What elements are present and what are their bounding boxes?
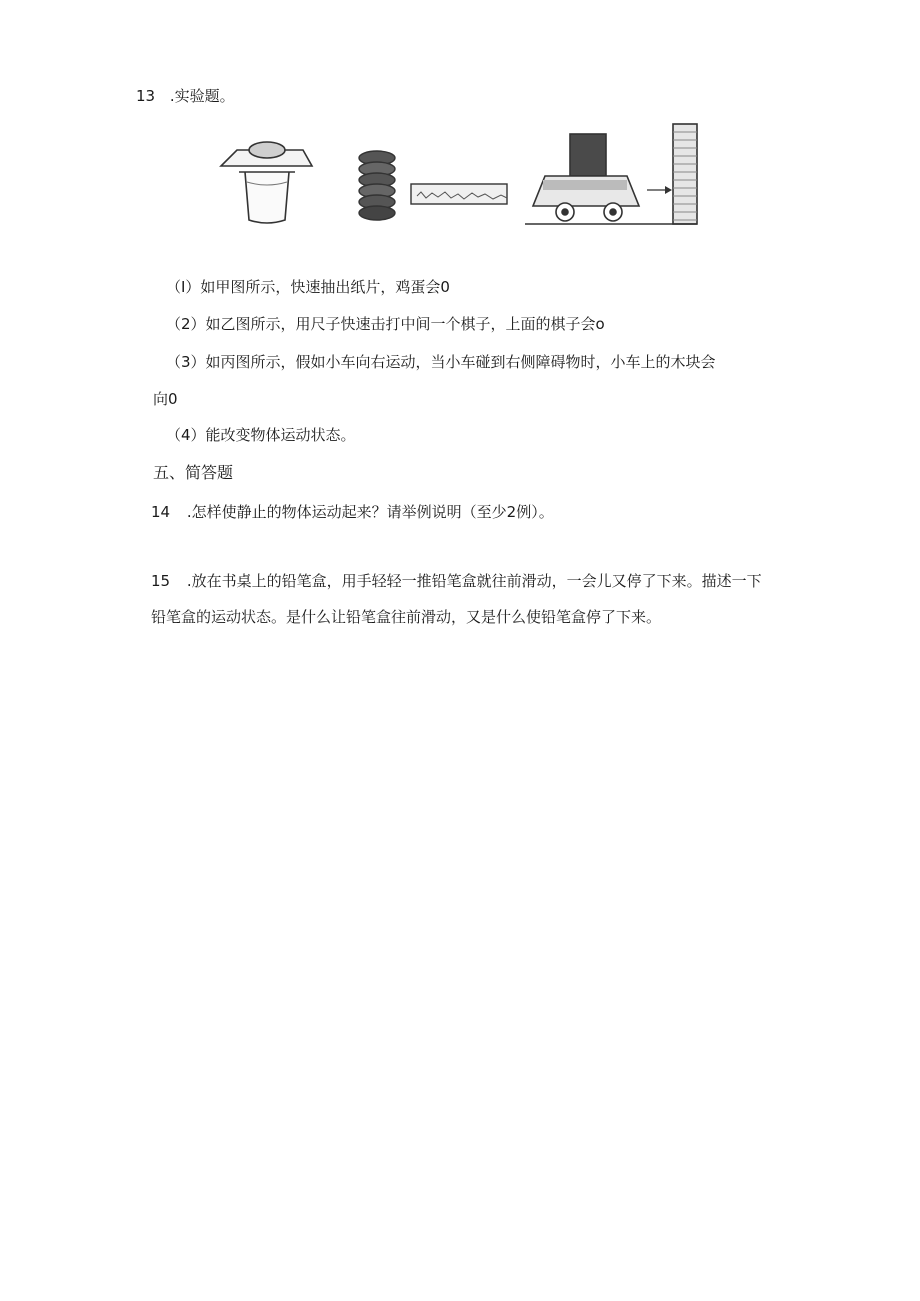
q15-line2: 铅笔盒的运动状态。是什么让铅笔盒往前滑动，又是什么使铅笔盒停了下来。 xyxy=(151,608,662,626)
q13-number: 13 xyxy=(136,87,156,105)
section-heading: 五、简答题 xyxy=(153,463,234,482)
q13-title-text: .实验题。 xyxy=(169,87,235,105)
cart-wall-figure xyxy=(525,124,697,224)
q13-part3: （3）如丙图所示，假如小车向右运动，当小车碰到右侧障碍物时，小车上的木块会 xyxy=(166,353,716,371)
q13-part2: （2）如乙图所示，用尺子快速击打中间一个棋子，上面的棋子会o xyxy=(166,315,605,333)
q14 xyxy=(151,502,554,522)
checker-stack-figure xyxy=(359,151,507,220)
q13-part4: （4）能改变物体运动状态。 xyxy=(166,426,356,444)
q15-number: 15 xyxy=(151,572,171,590)
q13-part3-cont: 向0 xyxy=(153,390,178,408)
q13-title xyxy=(136,86,235,106)
q14-text: .怎样使静止的物体运动起来？请举例说明（至少2例）。 xyxy=(186,503,554,521)
q14-number: 14 xyxy=(151,503,171,521)
cup-egg-figure xyxy=(221,142,312,223)
experiment-illustrations xyxy=(215,118,705,230)
q15-text-1: .放在书桌上的铅笔盒，用手轻轻一推铅笔盒就往前滑动，一会儿又停了下来。描述一下 xyxy=(186,572,762,590)
q15-line1 xyxy=(151,571,762,591)
q13-part1: （I）如甲图所示，快速抽出纸片，鸡蛋会0 xyxy=(166,278,450,296)
